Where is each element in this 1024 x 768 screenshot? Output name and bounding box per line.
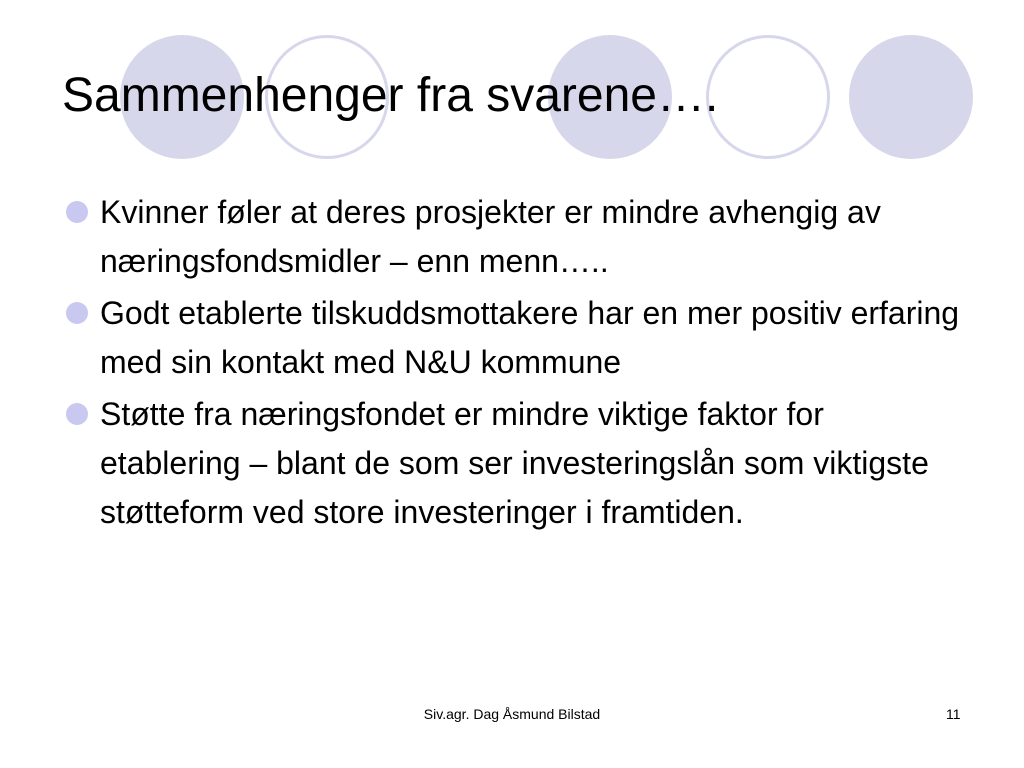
slide-title: Sammenhenger fra svarene…. bbox=[62, 69, 719, 122]
decorative-circle-outline bbox=[706, 35, 830, 159]
bullet-text: Kvinner føler at deres prosjekter er mindre avhengig av næringsfondsmidler – enn menn….. bbox=[100, 194, 881, 279]
bullet-icon bbox=[66, 302, 88, 324]
bullet-item bbox=[62, 188, 962, 286]
footer-author: Siv.agr. Dag Åsmund Bilstad bbox=[423, 706, 601, 722]
footer-page-number: 11 bbox=[946, 706, 961, 722]
bullet-icon bbox=[66, 201, 88, 223]
bullet-item bbox=[62, 289, 962, 387]
bullet-text: Støtte fra næringsfondet er mindre viktige faktor for etablering – blant de som ser investeringslån som viktigste støtteform ved store investeringer i framtiden. bbox=[100, 396, 929, 530]
bullet-item bbox=[62, 390, 962, 537]
bullet-list bbox=[62, 188, 962, 540]
bullet-text: Godt etablerte tilskuddsmottakere har en mer positiv erfaring med sin kontakt med N&U kommune bbox=[100, 295, 960, 380]
decorative-circle bbox=[849, 35, 973, 159]
bullet-icon bbox=[66, 403, 88, 425]
